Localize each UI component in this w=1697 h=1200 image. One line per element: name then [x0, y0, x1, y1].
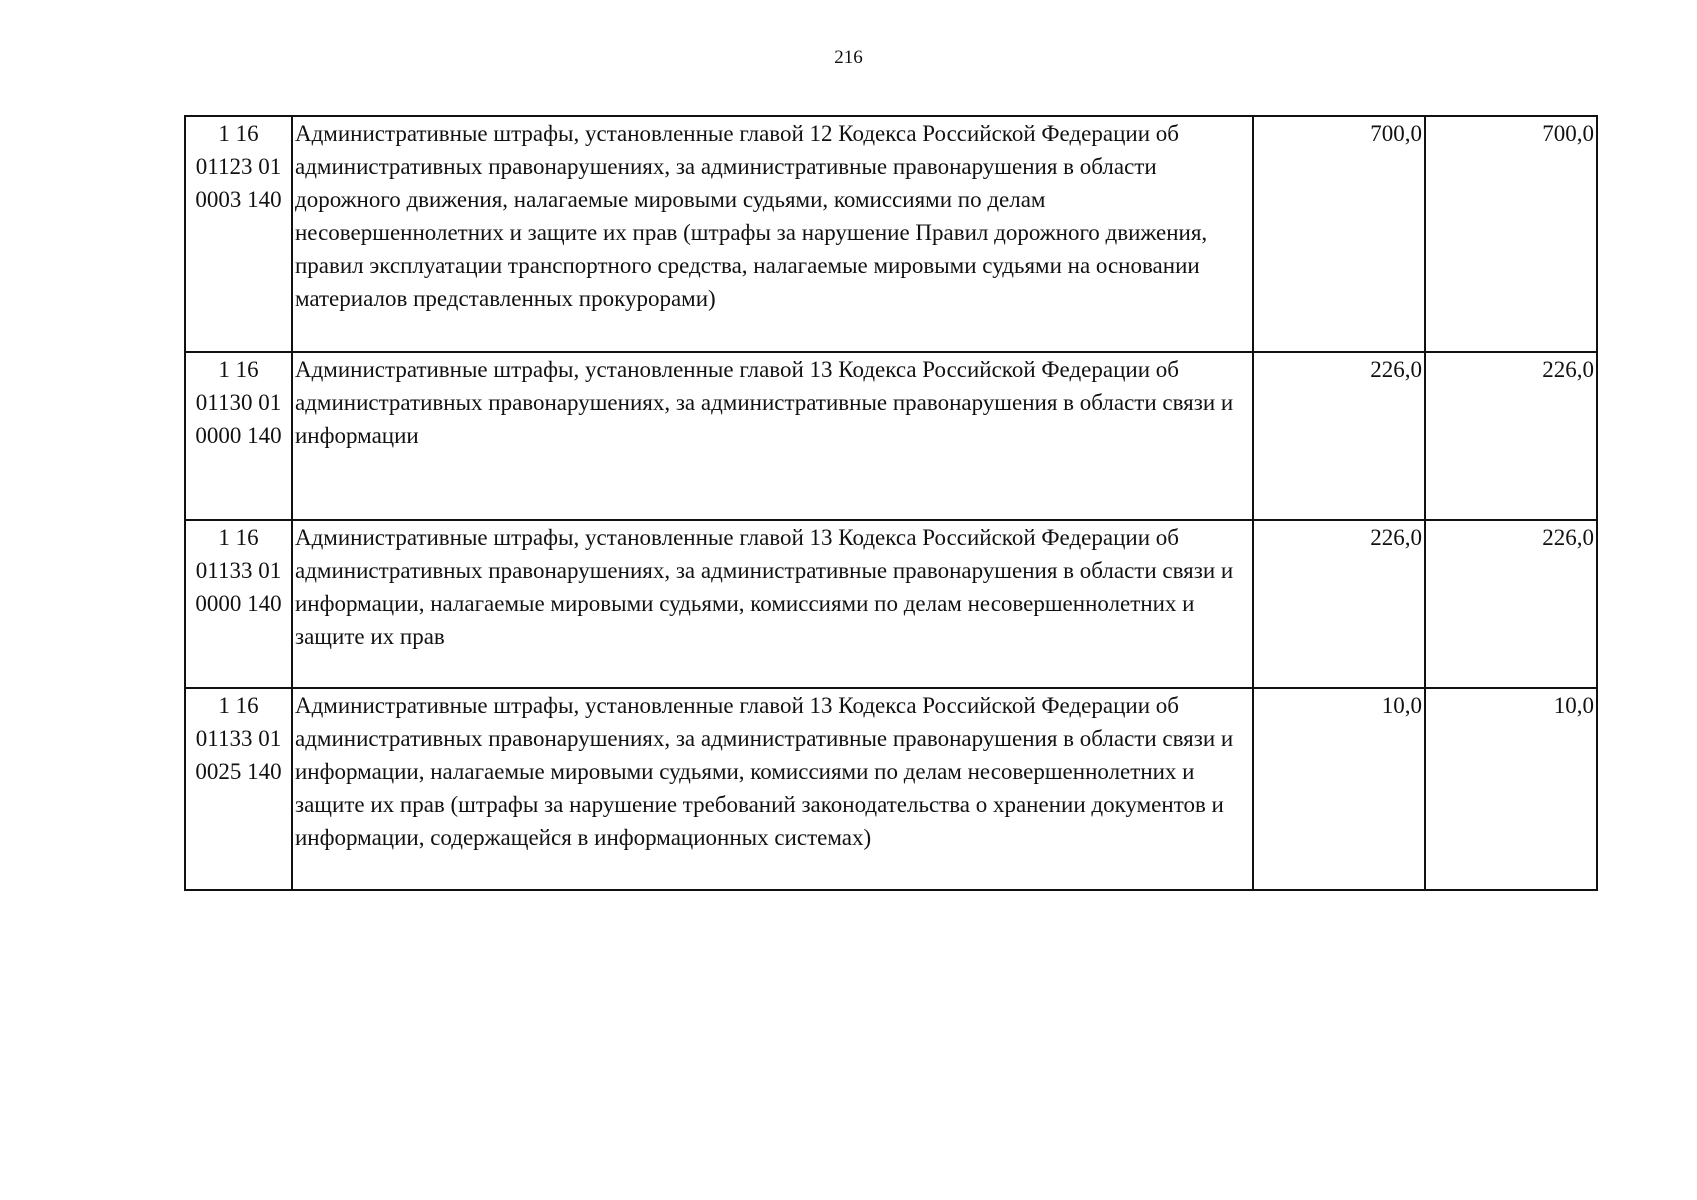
value-column-2: 700,0 — [1425, 116, 1597, 352]
row-description: Административные штрафы, установленные главой 13 Кодекса Российской Федерации об административных правонарушениях, за административные правонарушения в области связи и информации, налагаемые мировыми судьями, комиссиями по делам несовершеннолетних и защите их прав (штрафы за нарушение требований законодательства о хранении документов и информации, содержащейся в информационных системах) — [292, 688, 1253, 890]
value-column-2: 226,0 — [1425, 352, 1597, 520]
budget-table — [184, 115, 1598, 891]
value-column-1: 226,0 — [1253, 352, 1425, 520]
table-row — [185, 352, 1597, 520]
value-column-1: 700,0 — [1253, 116, 1425, 352]
row-description: Административные штрафы, установленные главой 13 Кодекса Российской Федерации об административных правонарушениях, за административные правонарушения в области связи и информации — [292, 352, 1253, 520]
row-description: Административные штрафы, установленные главой 12 Кодекса Российской Федерации об административных правонарушениях, за административные правонарушения в области дорожного движения, налагаемые мировыми судьями, комиссиями по делам несовершеннолетних и защите их прав (штрафы за нарушение Правил дорожного движения, правил эксплуатации транспортного средства, налагаемые мировыми судьями на основании материалов представленных прокурорами) — [292, 116, 1253, 352]
page-number: 216 — [834, 47, 863, 68]
row-description: Административные штрафы, установленные главой 13 Кодекса Российской Федерации об административных правонарушениях, за административные правонарушения в области связи и информации, налагаемые мировыми судьями, комиссиями по делам несовершеннолетних и защите их прав — [292, 520, 1253, 688]
table-row — [185, 116, 1597, 352]
table-row — [185, 520, 1597, 688]
value-column-2: 226,0 — [1425, 520, 1597, 688]
value-column-1: 226,0 — [1253, 520, 1425, 688]
value-column-2: 10,0 — [1425, 688, 1597, 890]
budget-code: 1 16 01130 01 0000 140 — [185, 352, 292, 520]
table-row — [185, 688, 1597, 890]
budget-code: 1 16 01123 01 0003 140 — [185, 116, 292, 352]
budget-code: 1 16 01133 01 0025 140 — [185, 688, 292, 890]
value-column-1: 10,0 — [1253, 688, 1425, 890]
budget-code: 1 16 01133 01 0000 140 — [185, 520, 292, 688]
